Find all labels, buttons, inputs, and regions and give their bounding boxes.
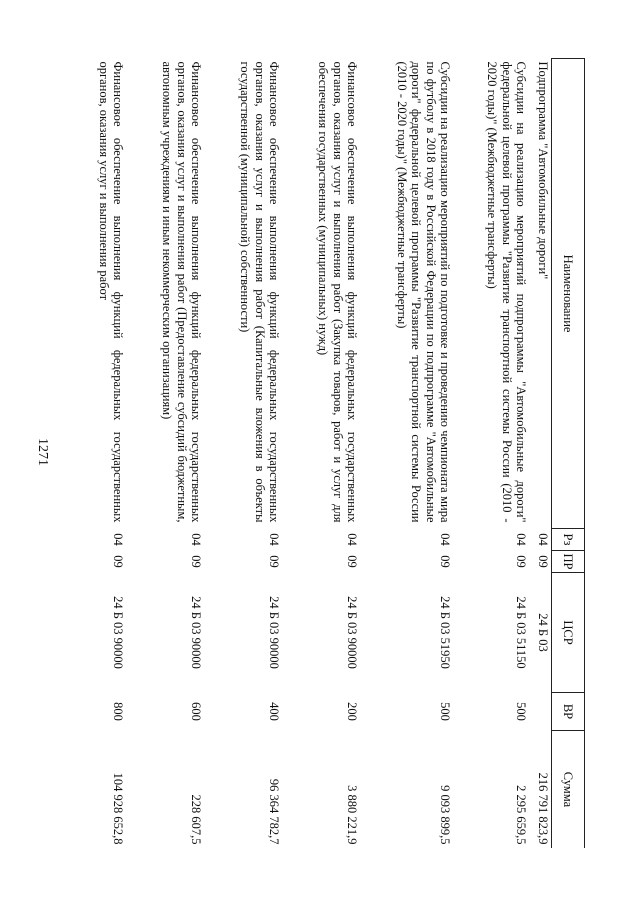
row-name: Субсидии на реализацию мероприятий по подготовке и проведению чемпионата мира по футболу в 2018 году в Российской Федерации по подпрограмме "Автомобильные дороги" федеральной целевой программы "Развитие транспортной системы России (2010 - 2020 годы)" (Межбюджетные трансферты) [394, 61, 453, 523]
row-pr: 09 [514, 555, 529, 568]
row-vr [530, 693, 552, 731]
row-vr: 200 [345, 702, 360, 721]
row-name: Финансовое обеспечение выполнения функций федеральных государственных органов, оказания услуг и выполнения работ (Закупка товаров, работ и услуг для обеспечения государственных (муниципальных) нужд) [316, 61, 360, 523]
row-rz: 04 [438, 533, 453, 546]
header-csr: ЦСР [552, 573, 585, 693]
table-row [205, 59, 283, 849]
row-csr: 24 Б 03 90000 [111, 596, 126, 669]
row-rz: 04 [111, 533, 126, 546]
row-sum: 2 295 659,5 [514, 785, 529, 845]
row-pr: 09 [438, 555, 453, 568]
table-row [530, 59, 552, 849]
row-name: Финансовое обеспечение выполнения функций федеральных государственных органов, оказания услуг и выполнения работ (Капитальные вложения в объекты государственной (муниципальной) собственности) [238, 61, 282, 523]
row-sum: 3 880 221,9 [345, 785, 360, 845]
row-vr: 500 [438, 702, 453, 721]
header-rz: Рз [552, 529, 585, 551]
row-rz: 04 [189, 533, 204, 546]
table-header-row [552, 59, 585, 849]
row-pr: 09 [111, 555, 126, 568]
row-sum: 96 364 782,7 [267, 778, 282, 845]
header-vr: ВР [552, 693, 585, 731]
budget-table-sheet [65, 58, 585, 848]
row-csr: 24 Б 03 51950 [438, 596, 453, 669]
header-pr: ПР [552, 551, 585, 573]
row-vr: 800 [111, 702, 126, 721]
row-rz: 04 [345, 533, 360, 546]
row-name: Подпрограмма "Автомобильные дороги" [536, 61, 550, 280]
table-row [361, 59, 454, 849]
row-name: Субсидии на реализацию мероприятий подпрограммы "Автомобильные дороги" федеральной целевой программы "Развитие транспортной системы России (2010 - 2020 годы)" (Межбюджетные трансферты) [485, 61, 529, 523]
table-row [127, 59, 205, 849]
row-sum: 228 607,5 [189, 794, 204, 845]
row-rz: 04 [267, 533, 282, 546]
table-row [454, 59, 530, 849]
row-pr: 09 [345, 555, 360, 568]
row-rz: 04 [536, 533, 550, 546]
row-vr: 500 [514, 702, 529, 721]
header-name: Наименование [552, 59, 585, 529]
table-row [283, 59, 361, 849]
row-csr: 24 Б 03 90000 [345, 596, 360, 669]
row-sum: 216 791 823,9 [536, 772, 550, 845]
row-name: Финансовое обеспечение выполнения функций федеральных государственных органов, оказания услуг и выполнения работ [96, 61, 126, 523]
row-vr: 600 [189, 702, 204, 721]
row-csr: 24 Б 03 51150 [514, 596, 529, 669]
row-sum: 9 093 899,5 [438, 785, 453, 845]
row-csr: 24 Б 03 90000 [267, 596, 282, 669]
row-csr: 24 Б 03 [536, 613, 550, 652]
row-sum: 104 928 652,8 [111, 772, 126, 845]
row-vr: 400 [267, 702, 282, 721]
row-pr: 09 [267, 555, 282, 568]
row-rz: 04 [514, 533, 529, 546]
row-csr: 24 Б 03 90000 [189, 596, 204, 669]
table-row [83, 59, 127, 849]
header-sum: Сумма [552, 731, 585, 849]
row-pr: 09 [536, 555, 550, 568]
budget-table [83, 58, 586, 848]
row-name: Финансовое обеспечение выполнения функций федеральных государственных органов, оказания услуг и выполнения работ (Предоставление субсидий бюджетным, автономным учреждениям и иным некоммерческим организациям) [160, 61, 204, 523]
page-number: 1271 [35, 438, 50, 466]
row-pr: 09 [189, 555, 204, 568]
